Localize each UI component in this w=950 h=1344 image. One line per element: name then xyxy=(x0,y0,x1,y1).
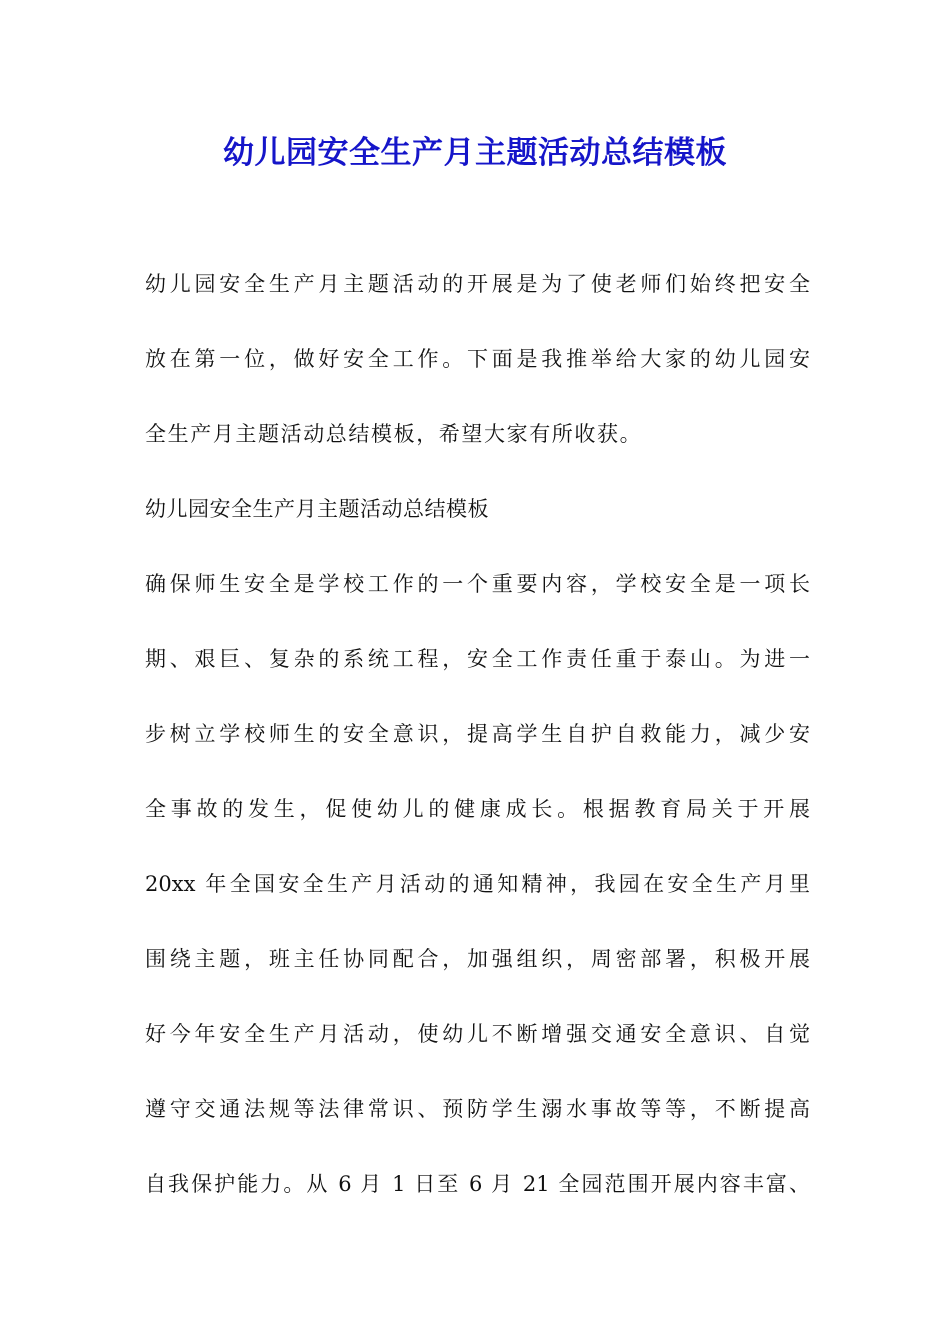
paragraph-line: 自我保护能力。从 6 月 1 日至 6 月 21 全园范围开展内容丰富、 xyxy=(145,1172,810,1196)
document-title: 幼儿园安全生产月主题活动总结模板 xyxy=(223,135,727,171)
paragraph-line: 全事故的发生，促使幼儿的健康成长。根据教育局关于开展 xyxy=(145,797,810,821)
paragraph-line: 步树立学校师生的安全意识，提高学生自护自救能力，减少安 xyxy=(145,722,810,746)
paragraph-line: 围绕主题，班主任协同配合，加强组织，周密部署，积极开展 xyxy=(145,947,810,971)
paragraph-line: 确保师生安全是学校工作的一个重要内容，学校安全是一项长 xyxy=(145,572,810,596)
paragraph-line: 放在第一位，做好安全工作。下面是我推举给大家的幼儿园安 xyxy=(145,347,810,371)
paragraph-line: 全生产月主题活动总结模板，希望大家有所收获。 xyxy=(145,422,643,446)
paragraph-line: 好今年安全生产月活动，使幼儿不断增强交通安全意识、自觉 xyxy=(145,1022,810,1046)
section-heading: 幼儿园安全生产月主题活动总结模板 xyxy=(145,497,489,521)
paragraph-line: 期、艰巨、复杂的系统工程，安全工作责任重于泰山。为进一 xyxy=(145,647,810,671)
paragraph-line: 20xx 年全国安全生产月活动的通知精神，我园在安全生产月里 xyxy=(145,872,810,896)
paragraph-line: 幼儿园安全生产月主题活动的开展是为了使老师们始终把安全 xyxy=(145,272,810,296)
paragraph-line: 遵守交通法规等法律常识、预防学生溺水事故等等，不断提高 xyxy=(145,1097,810,1121)
